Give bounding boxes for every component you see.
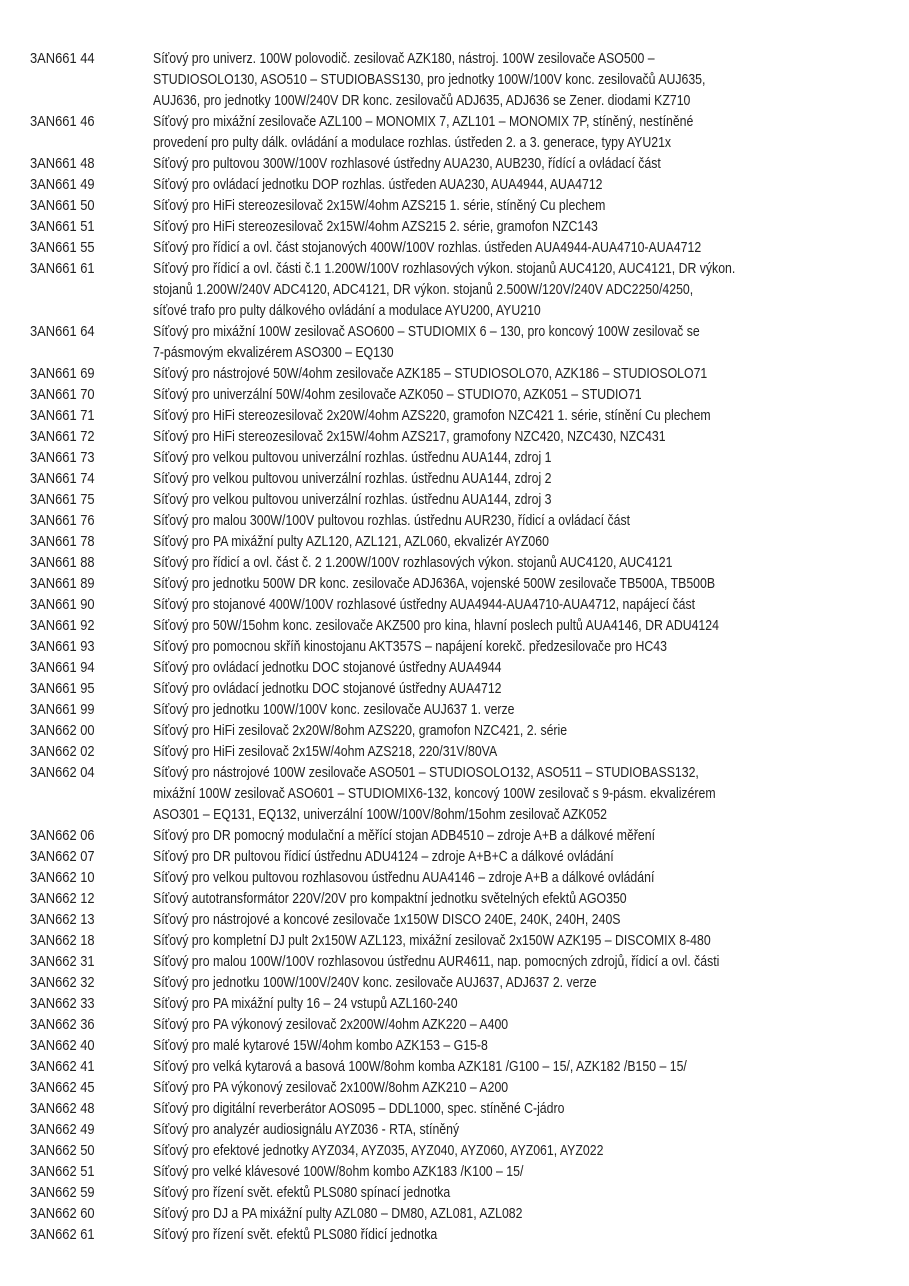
part-code: 3AN662 00 (30, 722, 95, 739)
entry-line (0, 405, 909, 426)
part-code: 3AN662 49 (30, 1121, 95, 1138)
part-description: Síťový pro HiFi stereozesilovač 2x15W/4ohm AZS215 2. série, gramofon NZC143 (153, 218, 598, 235)
list-entry (0, 678, 909, 699)
part-description: Síťový pro nástrojové 100W zesilovače ASO501 – STUDIOSOLO132, ASO511 – STUDIOBASS132, (153, 764, 699, 781)
part-code: 3AN662 45 (30, 1079, 95, 1096)
part-description: mixážní 100W zesilovač ASO601 – STUDIOMIX6-132, koncový 100W zesilovač s 9-pásm. ekvalizérem (153, 785, 716, 802)
part-description: Síťový pro pultovou 300W/100V rozhlasové ústředny AUA230, AUB230, řídící a ovládací část (153, 155, 661, 172)
entry-line (0, 69, 909, 90)
list-entry (0, 447, 909, 468)
list-entry (0, 363, 909, 384)
part-description: Síťový pro univerz. 100W polovodič. zesilovač AZK180, nástroj. 100W zesilovače ASO500 – (153, 50, 655, 67)
list-entry (0, 1203, 909, 1224)
entry-line (0, 1224, 909, 1245)
part-description: Síťový pro PA mixážní pulty 16 – 24 vstupů AZL160-240 (153, 995, 458, 1012)
entry-line (0, 573, 909, 594)
part-description: Síťový pro velká kytarová a basová 100W/8ohm komba AZK181 /G100 – 15/, AZK182 /B150 – 15/ (153, 1058, 687, 1075)
list-entry (0, 531, 909, 552)
part-code: 3AN662 10 (30, 869, 95, 886)
part-description: Síťový pro 50W/15ohm konc. zesilovače AKZ500 pro kina, hlavní poslech pultů AUA4146, DR ADU4124 (153, 617, 719, 634)
entry-line (0, 300, 909, 321)
part-code: 3AN661 55 (30, 239, 95, 256)
part-code: 3AN662 36 (30, 1016, 95, 1033)
part-code: 3AN661 74 (30, 470, 95, 487)
entry-line (0, 1182, 909, 1203)
entry-line (0, 657, 909, 678)
part-description: Síťový pro ovládací jednotku DOP rozhlas. ústředen AUA230, AUA4944, AUA4712 (153, 176, 603, 193)
part-description: Síťový pro DJ a PA mixážní pulty AZL080 – DM80, AZL081, AZL082 (153, 1205, 523, 1222)
part-description: Síťový pro velké klávesové 100W/8ohm kombo AZK183 /K100 – 15/ (153, 1163, 524, 1180)
entry-line (0, 552, 909, 573)
entry-line (0, 1035, 909, 1056)
list-entry (0, 825, 909, 846)
entry-line (0, 636, 909, 657)
part-description: Síťový pro jednotku 100W/100V/240V konc. zesilovače AUJ637, ADJ637 2. verze (153, 974, 597, 991)
part-description: Síťový pro řídicí a ovl. části č.1 1.200W/100V rozhlasových výkon. stojanů AUC4120, AUC4121, DR výkon. (153, 260, 736, 277)
list-entry (0, 930, 909, 951)
part-description: Síťový pro velkou pultovou rozhlasovou ústřednu AUA4146 – zdroje A+B a dálkové ovládání (153, 869, 655, 886)
entry-line (0, 426, 909, 447)
entry-line (0, 993, 909, 1014)
list-entry (0, 258, 909, 321)
entry-line (0, 951, 909, 972)
part-description: Síťový pro řízení svět. efektů PLS080 řídicí jednotka (153, 1226, 438, 1243)
entry-line (0, 594, 909, 615)
part-description: stojanů 1.200W/240V ADC4120, ADC4121, DR výkon. stojanů 2.500W/120V/240V ADC2250/4250, (153, 281, 694, 298)
part-code: 3AN662 60 (30, 1205, 95, 1222)
entry-line (0, 447, 909, 468)
entry-line (0, 1098, 909, 1119)
part-code: 3AN661 46 (30, 113, 95, 130)
part-code: 3AN661 48 (30, 155, 95, 172)
entry-line (0, 384, 909, 405)
part-description: Síťový pro PA mixážní pulty AZL120, AZL121, AZL060, ekvalizér AYZ060 (153, 533, 549, 550)
list-entry (0, 48, 909, 111)
list-entry (0, 384, 909, 405)
entry-line (0, 867, 909, 888)
list-entry (0, 1098, 909, 1119)
part-code: 3AN661 76 (30, 512, 95, 529)
list-entry (0, 321, 909, 363)
part-code: 3AN661 89 (30, 575, 95, 592)
part-code: 3AN662 50 (30, 1142, 95, 1159)
part-description: Síťový pro analyzér audiosignálu AYZ036 - RTA, stíněný (153, 1121, 460, 1138)
entry-line (0, 678, 909, 699)
list-entry (0, 993, 909, 1014)
list-entry (0, 846, 909, 867)
list-entry (0, 1161, 909, 1182)
entry-line (0, 237, 909, 258)
part-description: Síťový pro kompletní DJ pult 2x150W AZL123, mixážní zesilovač 2x150W AZK195 – DISCOMIX 8-480 (153, 932, 711, 949)
list-entry (0, 405, 909, 426)
part-description: Síťový pro řídicí a ovl. část č. 2 1.200W/100V rozhlasových výkon. stojanů AUC4120, AUC4121 (153, 554, 673, 571)
part-description: AUJ636, pro jednotky 100W/240V DR konc. zesilovačů ADJ635, ADJ636 se Zener. diodami KZ710 (153, 92, 691, 109)
part-description: Síťový pro malé kytarové 15W/4ohm kombo AZK153 – G15-8 (153, 1037, 488, 1054)
part-description: provedení pro pulty dálk. ovládání a modulace rozhlas. ústředen 2. a 3. generace, typy AYU21x (153, 134, 672, 151)
part-code: 3AN662 32 (30, 974, 95, 991)
entry-line (0, 888, 909, 909)
list-entry (0, 657, 909, 678)
entry-line (0, 825, 909, 846)
list-entry (0, 111, 909, 153)
entry-line (0, 258, 909, 279)
part-code: 3AN661 50 (30, 197, 95, 214)
list-entry (0, 1077, 909, 1098)
part-code: 3AN661 49 (30, 176, 95, 193)
part-code: 3AN662 02 (30, 743, 95, 760)
entry-line (0, 804, 909, 825)
part-code: 3AN662 18 (30, 932, 95, 949)
part-description: síťové trafo pro pulty dálkového ovládání a modulace AYU200, AYU210 (153, 302, 541, 319)
list-entry (0, 867, 909, 888)
part-code: 3AN661 78 (30, 533, 95, 550)
part-code: 3AN661 99 (30, 701, 95, 718)
entry-line (0, 153, 909, 174)
list-entry (0, 489, 909, 510)
list-entry (0, 1035, 909, 1056)
list-entry (0, 1140, 909, 1161)
entry-line (0, 720, 909, 741)
part-description: Síťový pro PA výkonový zesilovač 2x200W/4ohm AZK220 – A400 (153, 1016, 509, 1033)
part-description: Síťový pro ovládací jednotku DOC stojanové ústředny AUA4712 (153, 680, 502, 697)
entry-line (0, 1056, 909, 1077)
entry-line (0, 195, 909, 216)
part-description: Síťový pro HiFi stereozesilovač 2x15W/4ohm AZS217, gramofony NZC420, NZC430, NZC431 (153, 428, 666, 445)
part-description: Síťový pro HiFi stereozesilovač 2x20W/4ohm AZS220, gramofon NZC421 1. série, stínění Cu plechem (153, 407, 711, 424)
entry-line (0, 783, 909, 804)
part-description: ASO301 – EQ131, EQ132, univerzální 100W/100V/8ohm/15ohm zesilovač AZK052 (153, 806, 608, 823)
part-description: Síťový pro jednotku 500W DR konc. zesilovače ADJ636A, vojenské 500W zesilovače TB500A, TB500B (153, 575, 716, 592)
part-description: Síťový pro malou 100W/100V rozhlasovou ústřednu AUR4611, nap. pomocných zdrojů, řídicí a ovl. části (153, 953, 720, 970)
list-entry (0, 216, 909, 237)
list-entry (0, 699, 909, 720)
part-description: Síťový pro jednotku 100W/100V konc. zesilovače AUJ637 1. verze (153, 701, 515, 718)
entry-line (0, 1119, 909, 1140)
part-description: Síťový pro DR pultovou řídicí ústřednu ADU4124 – zdroje A+B+C a dálkové ovládání (153, 848, 614, 865)
list-entry (0, 195, 909, 216)
entry-line (0, 615, 909, 636)
part-code: 3AN661 51 (30, 218, 95, 235)
part-code: 3AN662 13 (30, 911, 95, 928)
part-code: 3AN661 64 (30, 323, 95, 340)
list-entry (0, 1182, 909, 1203)
part-code: 3AN662 59 (30, 1184, 95, 1201)
entry-line (0, 216, 909, 237)
part-code: 3AN661 93 (30, 638, 95, 655)
part-description: 7-pásmovým ekvalizérem ASO300 – EQ130 (153, 344, 394, 361)
list-entry (0, 972, 909, 993)
list-entry (0, 510, 909, 531)
entry-line (0, 111, 909, 132)
part-description: Síťový pro malou 300W/100V pultovou rozhlas. ústřednu AUR230, řídicí a ovládací část (153, 512, 631, 529)
part-description: Síťový pro stojanové 400W/100V rozhlasové ústředny AUA4944-AUA4710-AUA4712, napájecí část (153, 596, 696, 613)
part-description: Síťový pro mixážní 100W zesilovač ASO600 – STUDIOMIX 6 – 130, pro koncový 100W zesilovač se (153, 323, 700, 340)
list-entry (0, 909, 909, 930)
list-entry (0, 174, 909, 195)
list-entry (0, 468, 909, 489)
part-code: 3AN661 73 (30, 449, 95, 466)
part-description: Síťový pro velkou pultovou univerzální rozhlas. ústřednu AUA144, zdroj 2 (153, 470, 552, 487)
list-entry (0, 573, 909, 594)
part-code: 3AN662 41 (30, 1058, 95, 1075)
part-description: Síťový pro nástrojové 50W/4ohm zesilovače AZK185 – STUDIOSOLO70, AZK186 – STUDIOSOLO71 (153, 365, 708, 382)
entry-line (0, 468, 909, 489)
entry-line (0, 909, 909, 930)
entry-line (0, 1077, 909, 1098)
part-description: Síťový pro nástrojové a koncové zesilovače 1x150W DISCO 240E, 240K, 240H, 240S (153, 911, 621, 928)
part-code: 3AN661 44 (30, 50, 95, 67)
entry-line (0, 48, 909, 69)
part-description: Síťový pro HiFi stereozesilovač 2x15W/4ohm AZS215 1. série, stíněný Cu plechem (153, 197, 606, 214)
part-description: Síťový pro HiFi zesilovač 2x15W/4ohm AZS218, 220/31V/80VA (153, 743, 498, 760)
part-description: Síťový pro velkou pultovou univerzální rozhlas. ústřednu AUA144, zdroj 1 (153, 449, 552, 466)
list-entry (0, 426, 909, 447)
entry-line (0, 90, 909, 111)
entry-line (0, 1140, 909, 1161)
list-entry (0, 552, 909, 573)
part-code: 3AN661 95 (30, 680, 95, 697)
part-code: 3AN661 70 (30, 386, 95, 403)
part-code: 3AN662 12 (30, 890, 95, 907)
entry-line (0, 972, 909, 993)
part-description: Síťový pro řízení svět. efektů PLS080 spínací jednotka (153, 1184, 451, 1201)
part-code: 3AN662 61 (30, 1226, 95, 1243)
transformer-list (0, 48, 909, 1245)
part-description: Síťový pro digitální reverberátor AOS095 – DDL1000, spec. stíněné C-jádro (153, 1100, 565, 1117)
part-code: 3AN661 72 (30, 428, 95, 445)
part-description: Síťový pro DR pomocný modulační a měřící stojan ADB4510 – zdroje A+B a dálkové měření (153, 827, 655, 844)
part-description: Síťový pro HiFi zesilovač 2x20W/8ohm AZS220, gramofon NZC421, 2. série (153, 722, 568, 739)
part-description: Síťový pro ovládací jednotku DOC stojanové ústředny AUA4944 (153, 659, 502, 676)
list-entry (0, 720, 909, 741)
part-description: Síťový autotransformátor 220V/20V pro kompaktní jednotku světelných efektů AGO350 (153, 890, 627, 907)
list-entry (0, 636, 909, 657)
list-entry (0, 888, 909, 909)
entry-line (0, 342, 909, 363)
entry-line (0, 174, 909, 195)
part-code: 3AN661 92 (30, 617, 95, 634)
part-description: Síťový pro pomocnou skříň kinostojanu AKT357S – napájení korekč. předzesilovače pro HC43 (153, 638, 667, 655)
entry-line (0, 279, 909, 300)
entry-line (0, 132, 909, 153)
part-code: 3AN661 71 (30, 407, 95, 424)
entry-line (0, 1161, 909, 1182)
part-code: 3AN661 61 (30, 260, 95, 277)
part-code: 3AN662 07 (30, 848, 95, 865)
part-description: Síťový pro PA výkonový zesilovač 2x100W/8ohm AZK210 – A200 (153, 1079, 509, 1096)
entry-line (0, 1203, 909, 1224)
part-code: 3AN662 31 (30, 953, 95, 970)
list-entry (0, 1056, 909, 1077)
part-description: Síťový pro efektové jednotky AYZ034, AYZ035, AYZ040, AYZ060, AYZ061, AYZ022 (153, 1142, 604, 1159)
entry-line (0, 1014, 909, 1035)
entry-line (0, 699, 909, 720)
part-code: 3AN662 51 (30, 1163, 95, 1180)
entry-line (0, 741, 909, 762)
part-description: Síťový pro řídicí a ovl. část stojanových 400W/100V rozhlas. ústředen AUA4944-AUA4710-AUA4712 (153, 239, 702, 256)
entry-line (0, 531, 909, 552)
list-entry (0, 153, 909, 174)
part-code: 3AN662 40 (30, 1037, 95, 1054)
list-entry (0, 741, 909, 762)
list-entry (0, 1224, 909, 1245)
part-description: Síťový pro mixážní zesilovače AZL100 – MONOMIX 7, AZL101 – MONOMIX 7P, stíněný, nestíněné (153, 113, 694, 130)
list-entry (0, 615, 909, 636)
part-code: 3AN662 04 (30, 764, 95, 781)
part-code: 3AN661 75 (30, 491, 95, 508)
entry-line (0, 510, 909, 531)
part-code: 3AN661 88 (30, 554, 95, 571)
part-code: 3AN662 06 (30, 827, 95, 844)
list-entry (0, 594, 909, 615)
entry-line (0, 930, 909, 951)
part-description: STUDIOSOLO130, ASO510 – STUDIOBASS130, pro jednotky 100W/100V konc. zesilovačů AUJ635, (153, 71, 706, 88)
part-code: 3AN661 69 (30, 365, 95, 382)
entry-line (0, 846, 909, 867)
list-entry (0, 1119, 909, 1140)
entry-line (0, 762, 909, 783)
entry-line (0, 489, 909, 510)
part-code: 3AN662 33 (30, 995, 95, 1012)
entry-line (0, 363, 909, 384)
part-code: 3AN661 90 (30, 596, 95, 613)
list-entry (0, 1014, 909, 1035)
list-entry (0, 951, 909, 972)
list-entry (0, 237, 909, 258)
list-entry (0, 762, 909, 825)
entry-line (0, 321, 909, 342)
part-code: 3AN661 94 (30, 659, 95, 676)
part-description: Síťový pro univerzální 50W/4ohm zesilovače AZK050 – STUDIO70, AZK051 – STUDIO71 (153, 386, 642, 403)
part-code: 3AN662 48 (30, 1100, 95, 1117)
part-description: Síťový pro velkou pultovou univerzální rozhlas. ústřednu AUA144, zdroj 3 (153, 491, 552, 508)
